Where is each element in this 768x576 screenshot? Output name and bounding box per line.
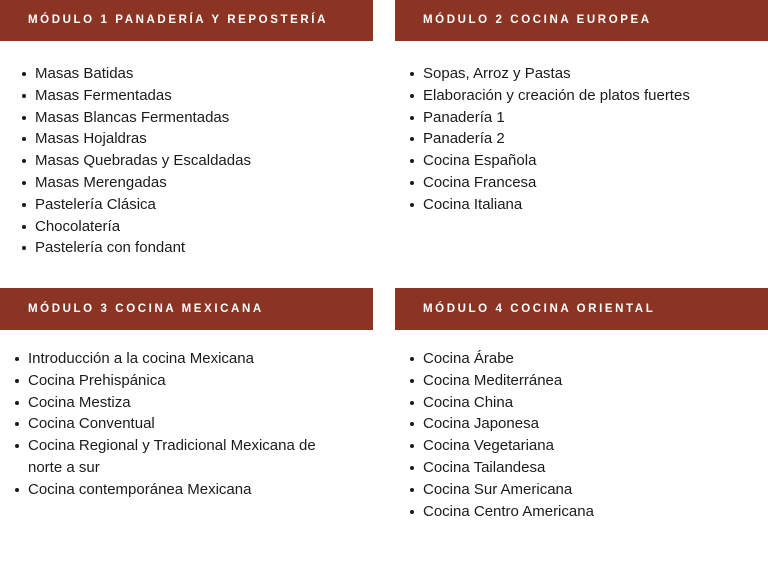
list-item: Cocina Mestiza	[13, 392, 353, 414]
list-item: Panadería 1	[408, 107, 768, 129]
module-2	[395, 0, 768, 216]
list-item: Cocina Sur Americana	[408, 479, 768, 501]
list-item: Cocina Francesa	[408, 172, 768, 194]
list-item: Cocina Vegetariana	[408, 435, 768, 457]
list-item: Cocina China	[408, 392, 768, 414]
list-item: Cocina Italiana	[408, 194, 768, 216]
list-item: Masas Fermentadas	[20, 85, 373, 107]
list-item: Pastelería con fondant	[20, 237, 373, 259]
list-item: Masas Quebradas y Escaldadas	[20, 150, 373, 172]
list-item: Cocina Japonesa	[408, 413, 768, 435]
list-item: Cocina Regional y Tradicional Mexicana de norte a sur	[13, 435, 353, 479]
module-4-header: MÓDULO 4 COCINA ORIENTAL	[395, 288, 768, 330]
list-item: Cocina Centro Americana	[408, 501, 768, 523]
module-4	[395, 288, 768, 522]
module-1	[0, 0, 373, 259]
list-item: Cocina Conventual	[13, 413, 353, 435]
list-item: Elaboración y creación de platos fuertes	[408, 85, 768, 107]
module-1-header: MÓDULO 1 PANADERÍA Y REPOSTERÍA	[0, 0, 373, 41]
list-item: Introducción a la cocina Mexicana	[13, 348, 353, 370]
list-item: Cocina Española	[408, 150, 768, 172]
list-item: Cocina Tailandesa	[408, 457, 768, 479]
module-3	[0, 288, 373, 501]
list-item: Pastelería Clásica	[20, 194, 373, 216]
module-3-header: MÓDULO 3 COCINA MEXICANA	[0, 288, 373, 330]
list-item: Cocina contemporánea Mexicana	[13, 479, 353, 501]
list-item: Cocina Mediterránea	[408, 370, 768, 392]
list-item: Sopas, Arroz y Pastas	[408, 63, 768, 85]
list-item: Cocina Prehispánica	[13, 370, 353, 392]
module-2-header: MÓDULO 2 COCINA EUROPEA	[395, 0, 768, 41]
module-3-list	[0, 348, 353, 501]
list-item: Masas Merengadas	[20, 172, 373, 194]
list-item: Masas Hojaldras	[20, 128, 373, 150]
module-4-list	[395, 348, 768, 522]
module-2-list	[395, 63, 768, 216]
list-item: Masas Batidas	[20, 63, 373, 85]
list-item: Chocolatería	[20, 216, 373, 238]
list-item: Cocina Árabe	[408, 348, 768, 370]
list-item: Masas Blancas Fermentadas	[20, 107, 373, 129]
module-1-list	[0, 63, 373, 259]
list-item: Panadería 2	[408, 128, 768, 150]
